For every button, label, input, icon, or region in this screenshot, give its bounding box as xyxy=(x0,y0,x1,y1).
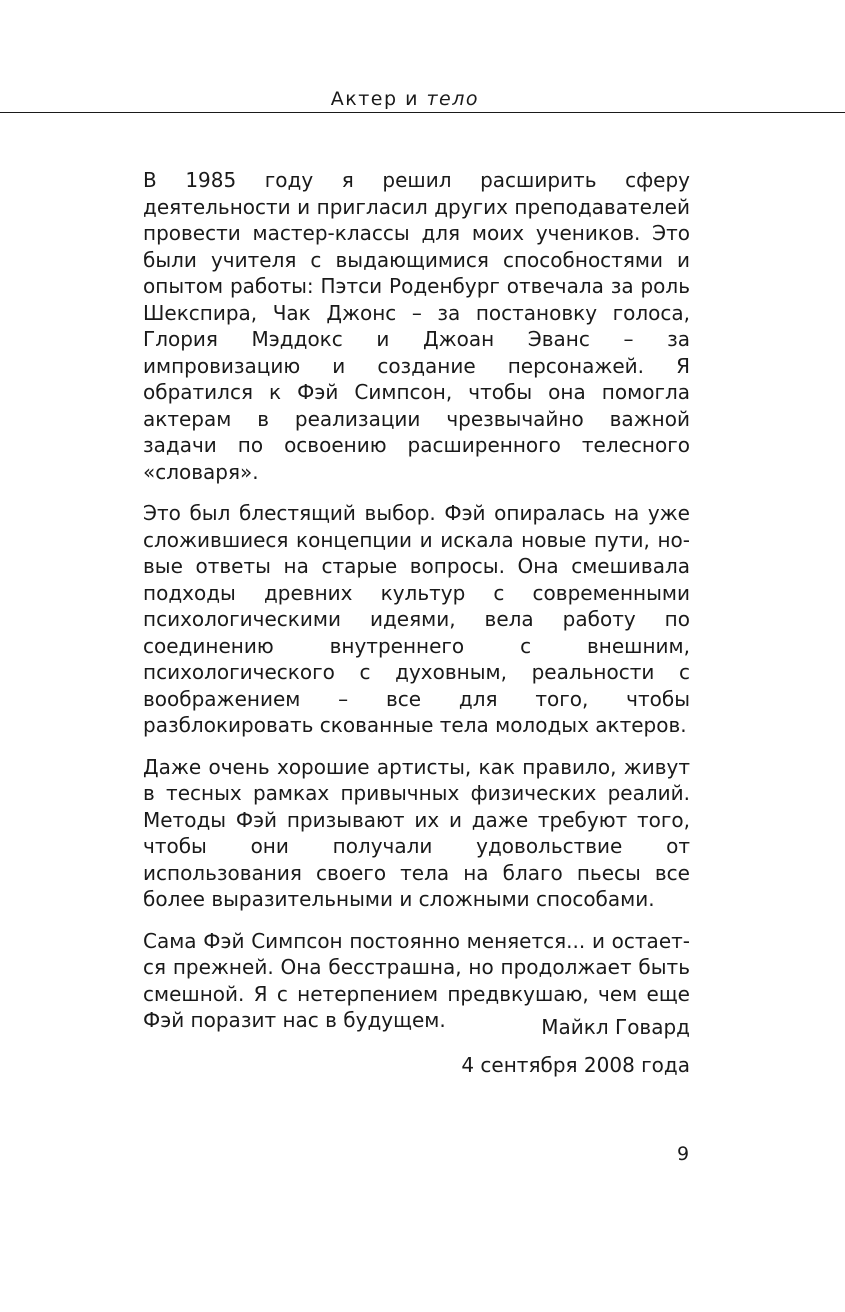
header-title-italic: тело xyxy=(426,88,479,110)
paragraph-2: Это был блестящий выбор. Фэй опиралась на уже сложившиеся концепции и искала новые пути, новые ответы на старые вопросы. Она смешивала подходы древних культур с современными психологическими идеями, вела работу по соединению внутреннего с внешним, психологического с духовным, реальности с воображением – все для того, чтобы разблокировать скованные тела молодых актеров. xyxy=(143,501,690,737)
header-title-regular: Актер и xyxy=(330,88,419,110)
paragraph-1: В 1985 году я решил расширить сферу деятельности и пригласил других преподавателей провести мастер-классы для моих учеников. Это были учителя с выдающимися способностями и опытом работы: Пэтси Роденбург отвечала за роль Шекспира, Чак Джонс – за постановку голоса, Глория Мэддокс и Джоан Эванс – за импровизацию и создание персонажей. Я обратился к Фэй Симпсон, чтобы она помогла актерам в реализации чрезвычайно важной задачи по освоению расширенного телесного «словаря». xyxy=(143,168,690,484)
paragraph-4: Сама Фэй Симпсон постоянно меняется... и остается прежней. Она бесстрашна, но продолжает быть смешной. Я с нетерпением предвкушаю, чем еще Фэй поразит нас в будущем. xyxy=(143,928,690,1032)
header-divider xyxy=(0,112,845,113)
signature-author: Майкл Говард xyxy=(541,1015,690,1039)
running-header xyxy=(0,0,845,114)
page-number: 9 xyxy=(677,1143,690,1165)
running-header-title xyxy=(331,88,479,110)
signature-date: 4 сентября 2008 года xyxy=(461,1053,690,1077)
paragraph-3: Даже очень хорошие артисты, как правило, живут в тесных рамках привычных физических реалий. Методы Фэй призывают их и даже требуют того, чтобы они получали удовольствие от использования своего тела на благо пьесы все более выразительными и сложными способами. xyxy=(143,754,690,911)
page-body xyxy=(143,167,690,1049)
